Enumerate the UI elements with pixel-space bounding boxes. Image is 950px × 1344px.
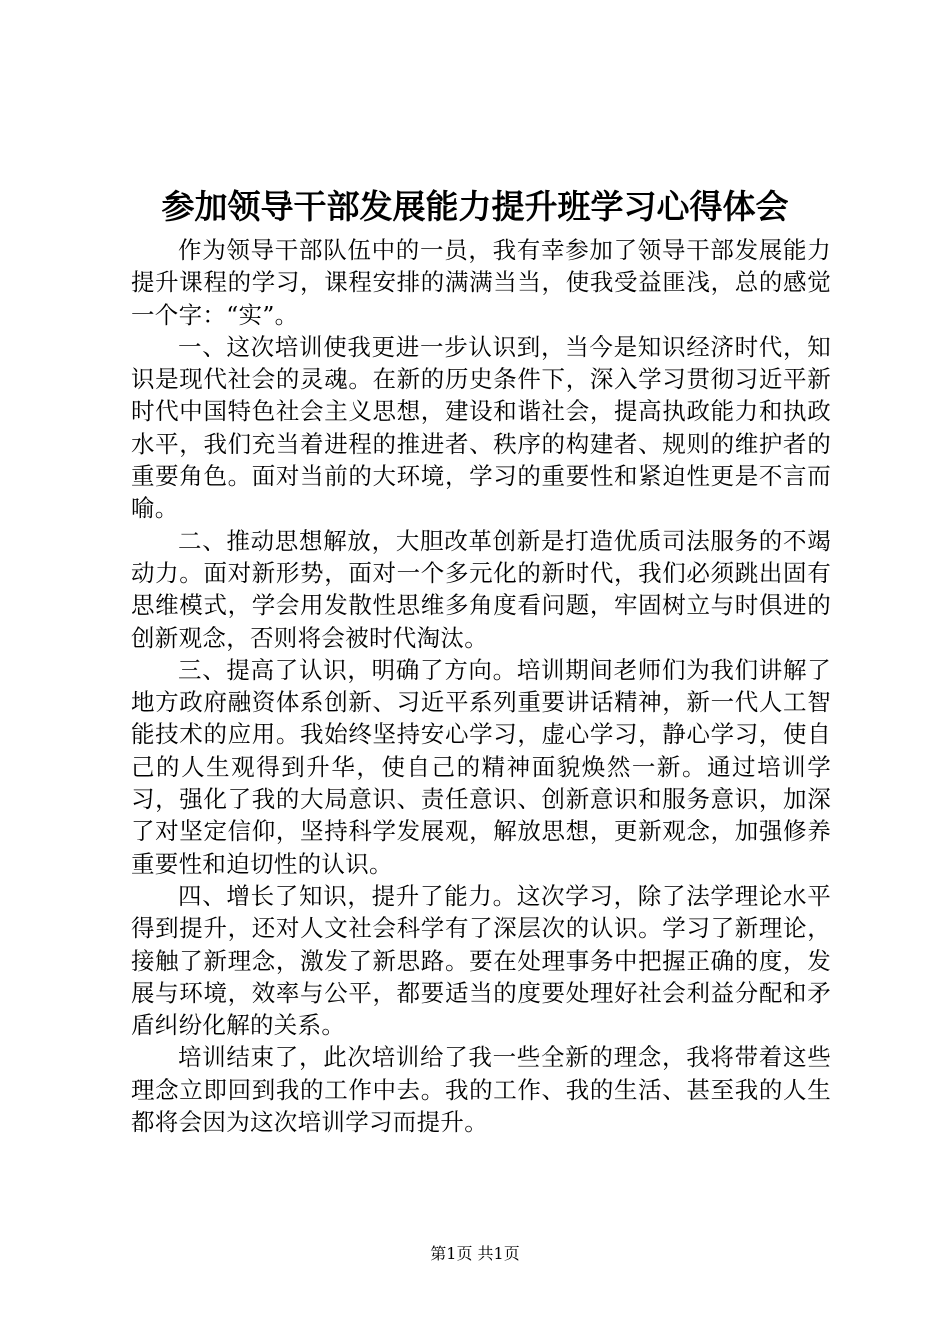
- document-body: [131, 234, 831, 1138]
- paragraph-point-four: 四、增长了知识，提升了能力。这次学习，除了法学理论水平得到提升，还对人文社会科学有了深层次的认识。学习了新理论，接触了新理念，激发了新思路。要在处理事务中把握正确的度，发展与环境，效率与公平，都要适当的度要处理好社会利益分配和矛盾纠纷化解的关系。: [131, 881, 831, 1040]
- paragraph-conclusion: 培训结束了，此次培训给了我一些全新的理念，我将带着这些理念立即回到我的工作中去。我的工作、我的生活、甚至我的人生都将会因为这次培训学习而提升。: [131, 1043, 831, 1137]
- document-title: 参加领导干部发展能力提升班学习心得体会: [161, 187, 789, 226]
- page-footer: 第1页 共1页: [430, 1244, 520, 1263]
- paragraph-point-three: 三、提高了认识，明确了方向。培训期间老师们为我们讲解了地方政府融资体系创新、习近平系列重要讲话精神，新一代人工智能技术的应用。我始终坚持安心学习，虚心学习，静心学习，使自己的人生观得到升华，使自己的精神面貌焕然一新。通过培训学习，强化了我的大局意识、责任意识、创新意识和服务意识，加深了对坚定信仰，坚持科学发展观，解放思想，更新观念，加强修养重要性和迫切性的认识。: [131, 655, 831, 878]
- paragraph-intro: 作为领导干部队伍中的一员，我有幸参加了领导干部发展能力提升课程的学习，课程安排的满满当当，使我受益匪浅，总的感觉一个字：“实”。: [131, 236, 831, 329]
- paragraph-point-two: 二、推动思想解放，大胆改革创新是打造优质司法服务的不竭动力。面对新形势，面对一个多元化的新时代，我们必须跳出固有思维模式，学会用发散性思维多角度看问题，牢固树立与时俱进的创新观念，否则将会被时代淘汰。: [131, 526, 831, 652]
- paragraph-point-one: 一、这次培训使我更进一步认识到，当今是知识经济时代，知识是现代社会的灵魂。在新的历史条件下，深入学习贯彻习近平新时代中国特色社会主义思想，建设和谐社会，提高执政能力和执政水平，我们充当着进程的推进者、秩序的构建者、规则的维护者的重要角色。面对当前的大环境，学习的重要性和紧迫性更是不言而喻。: [131, 332, 831, 523]
